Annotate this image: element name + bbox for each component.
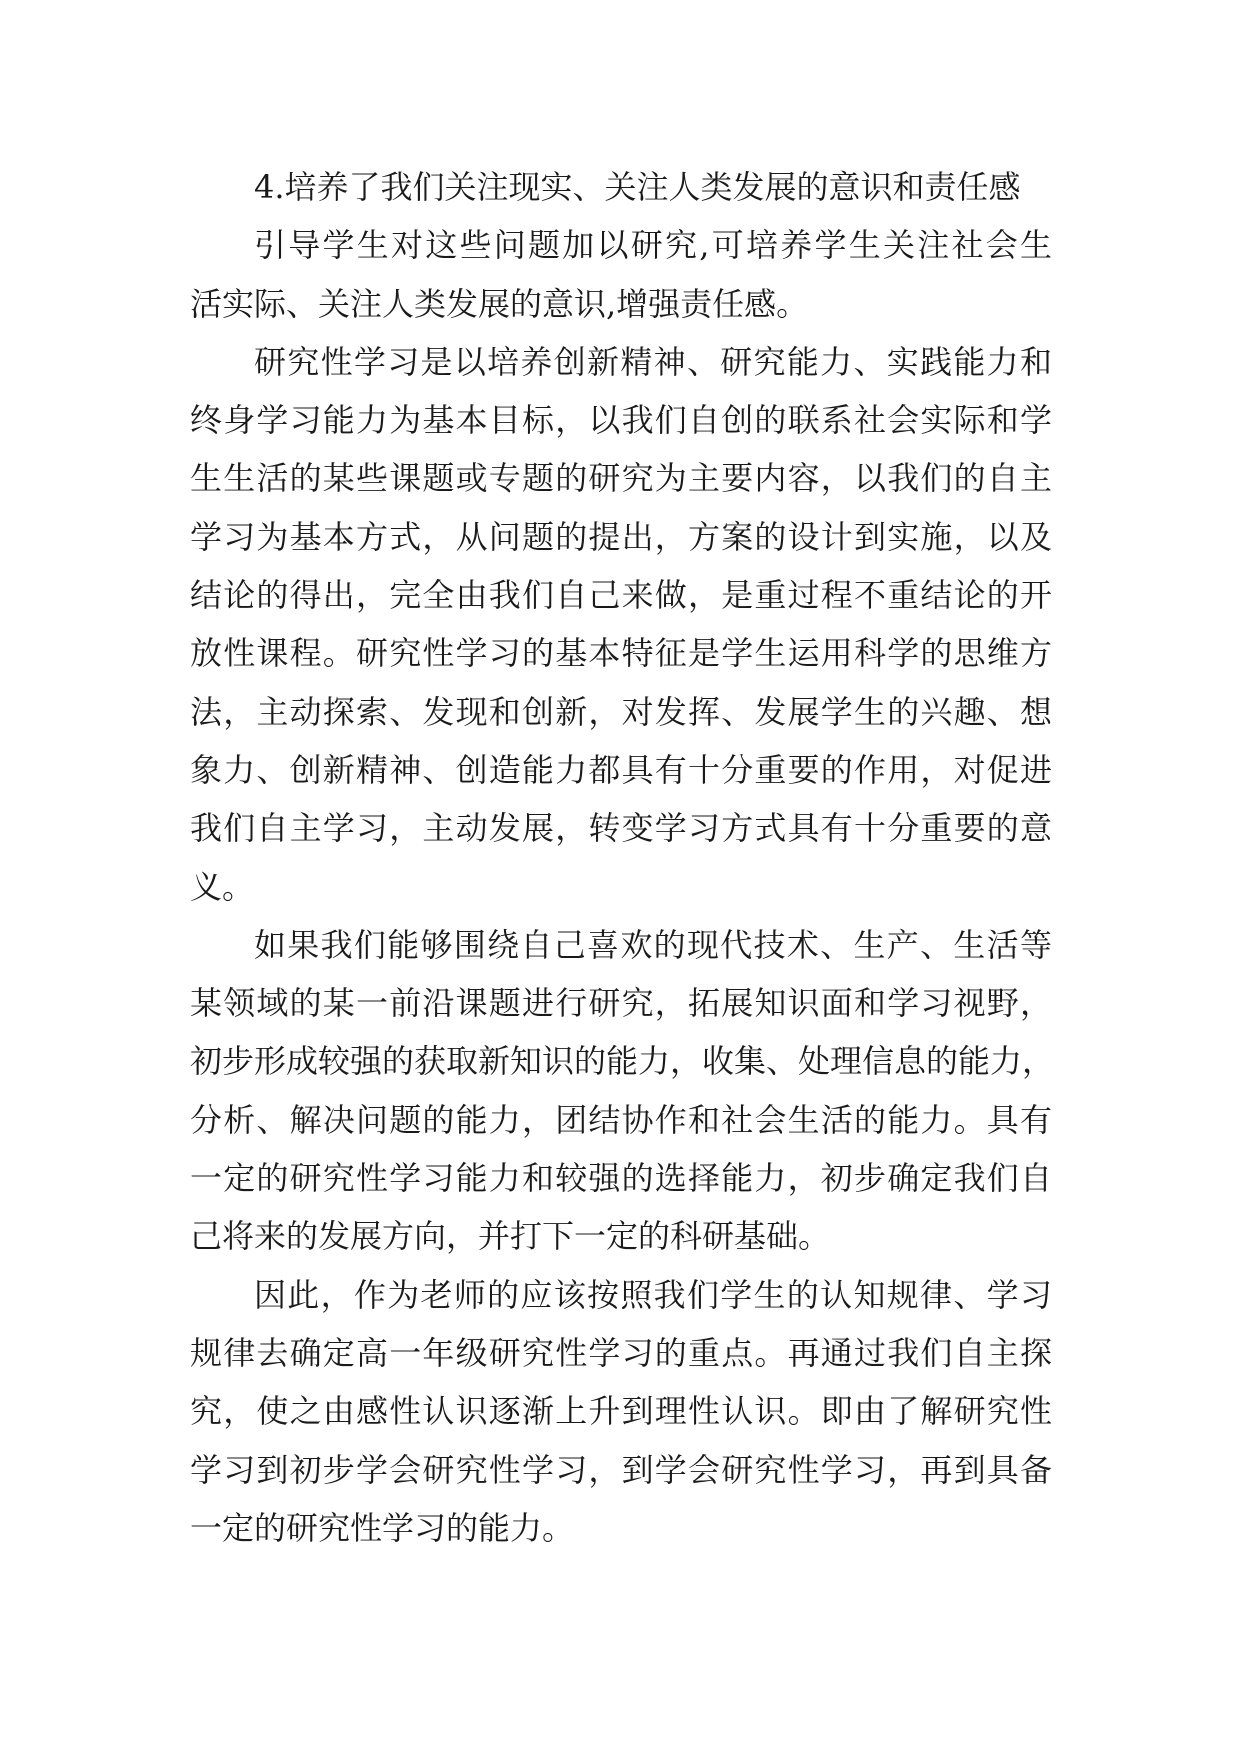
text-line: 结论的得出，完全由我们自己来做，是重过程不重结论的开 — [190, 576, 1052, 615]
text-line: 一定的研究性学习的能力。 — [190, 1508, 575, 1547]
text-line: 某领域的某一前沿课题进行研究，拓展知识面和学习视野， — [190, 984, 1052, 1023]
document-body — [190, 158, 1055, 1557]
paragraph — [190, 216, 1052, 333]
text-line: 初步形成较强的获取新知识的能力，收集、处理信息的能力， — [190, 1042, 1055, 1081]
text-line: 如果我们能够围绕自己喜欢的现代技术、生产、生活等 — [254, 925, 1052, 964]
paragraph — [190, 333, 1052, 916]
text-line: 研究性学习是以培养创新精神、研究能力、实践能力和 — [254, 342, 1052, 381]
text-line: 学习到初步学会研究性学习，到学会研究性学习，再到具备 — [190, 1450, 1052, 1489]
text-line: 终身学习能力为基本目标，以我们自创的联系社会实际和学 — [190, 401, 1052, 440]
text-line: 活实际、关注人类发展的意识,增强责任感。 — [190, 284, 809, 323]
paragraph — [190, 1266, 1052, 1557]
text-line: 引导学生对这些问题加以研究,可培养学生关注社会生 — [254, 226, 1052, 265]
text-line: 一定的研究性学习能力和较强的选择能力，初步确定我们自 — [190, 1159, 1052, 1198]
text-line: 义。 — [190, 867, 255, 906]
paragraph — [190, 158, 1052, 216]
text-line: 规律去确定高一年级研究性学习的重点。再通过我们自主探 — [190, 1333, 1052, 1372]
text-line: 4.培养了我们关注现实、关注人类发展的意识和责任感 — [254, 168, 1021, 206]
text-line: 法，主动探索、发现和创新，对发挥、发展学生的兴趣、想 — [190, 692, 1052, 731]
text-line: 我们自主学习，主动发展，转变学习方式具有十分重要的意 — [190, 809, 1052, 848]
paragraph — [190, 916, 1055, 1266]
text-line: 分析、解决问题的能力，团结协作和社会生活的能力。具有 — [190, 1100, 1052, 1139]
text-line: 因此，作为老师的应该按照我们学生的认知规律、学习 — [254, 1275, 1052, 1314]
text-line: 象力、创新精神、创造能力都具有十分重要的作用，对促进 — [190, 750, 1052, 789]
text-line: 究，使之由感性认识逐渐上升到理性认识。即由了解研究性 — [190, 1392, 1052, 1431]
text-line: 生生活的某些课题或专题的研究为主要内容，以我们的自主 — [190, 459, 1052, 498]
text-line: 学习为基本方式，从问题的提出，方案的设计到实施，以及 — [190, 517, 1052, 556]
text-line: 己将来的发展方向，并打下一定的科研基础。 — [190, 1217, 831, 1256]
text-line: 放性课程。研究性学习的基本特征是学生运用科学的思维方 — [190, 634, 1052, 673]
